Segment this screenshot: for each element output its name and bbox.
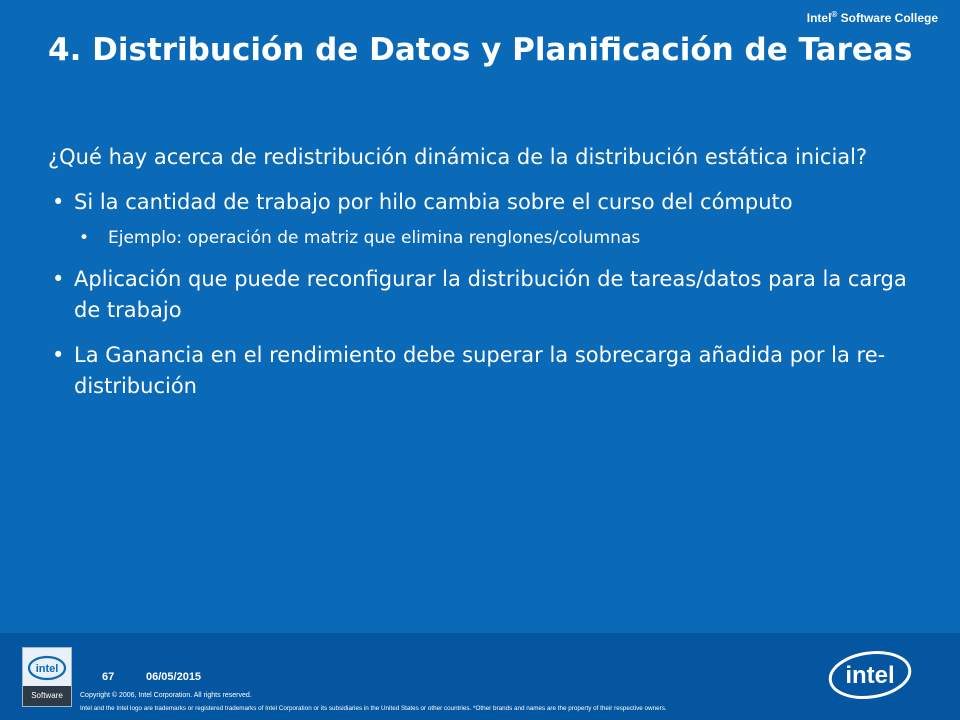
copyright-text: Copyright © 2006, Intel Corporation. All rights reserved. bbox=[80, 692, 252, 699]
brand-prefix: Intel bbox=[806, 11, 832, 25]
software-logo-label: Software bbox=[23, 686, 71, 706]
sub-bullet-item: • Ejemplo: operación de matriz que elimina renglones/columnas bbox=[74, 226, 908, 250]
slide-content bbox=[48, 142, 908, 416]
bullet-item bbox=[48, 264, 908, 326]
bullet-text: La Ganancia en el rendimiento debe superar la sobrecarga añadida por la re-distribución bbox=[74, 343, 886, 398]
intel-logo-text: intel bbox=[845, 662, 895, 689]
legal-text: Intel and the Intel logo are trademarks or registered trademarks of Intel Corporation or its subsidiaries in the United States or other countries. *Other brands and names are the property of their respective owners. bbox=[80, 705, 667, 712]
brand-suffix: Software College bbox=[837, 11, 938, 25]
intel-logo-icon bbox=[826, 648, 916, 700]
sub-bullet-list bbox=[74, 226, 908, 250]
slide-footer bbox=[0, 633, 960, 720]
bullet-item bbox=[48, 187, 908, 250]
intel-swirl-icon bbox=[23, 648, 71, 686]
bullet-text: Si la cantidad de trabajo por hilo cambia sobre el curso del cómputo bbox=[74, 190, 793, 214]
bullet-item bbox=[48, 340, 908, 402]
intel-software-logo-icon bbox=[22, 647, 72, 707]
bullet-text: Aplicación que puede reconfigurar la distribución de tareas/datos para la carga de trabajo bbox=[74, 267, 907, 322]
intro-question: ¿Qué hay acerca de redistribución dinámica de la distribución estática inicial? bbox=[48, 145, 868, 169]
page-number: 67 bbox=[102, 671, 115, 683]
brand-header bbox=[807, 10, 938, 25]
brand-registered-mark: ® bbox=[831, 10, 838, 19]
slide-date: 06/05/2015 bbox=[146, 671, 202, 683]
software-logo-intel-text: intel bbox=[35, 663, 59, 675]
bullet-list bbox=[48, 187, 908, 402]
slide-title: 4. Distribución de Datos y Planificación de Tareas bbox=[48, 32, 913, 68]
